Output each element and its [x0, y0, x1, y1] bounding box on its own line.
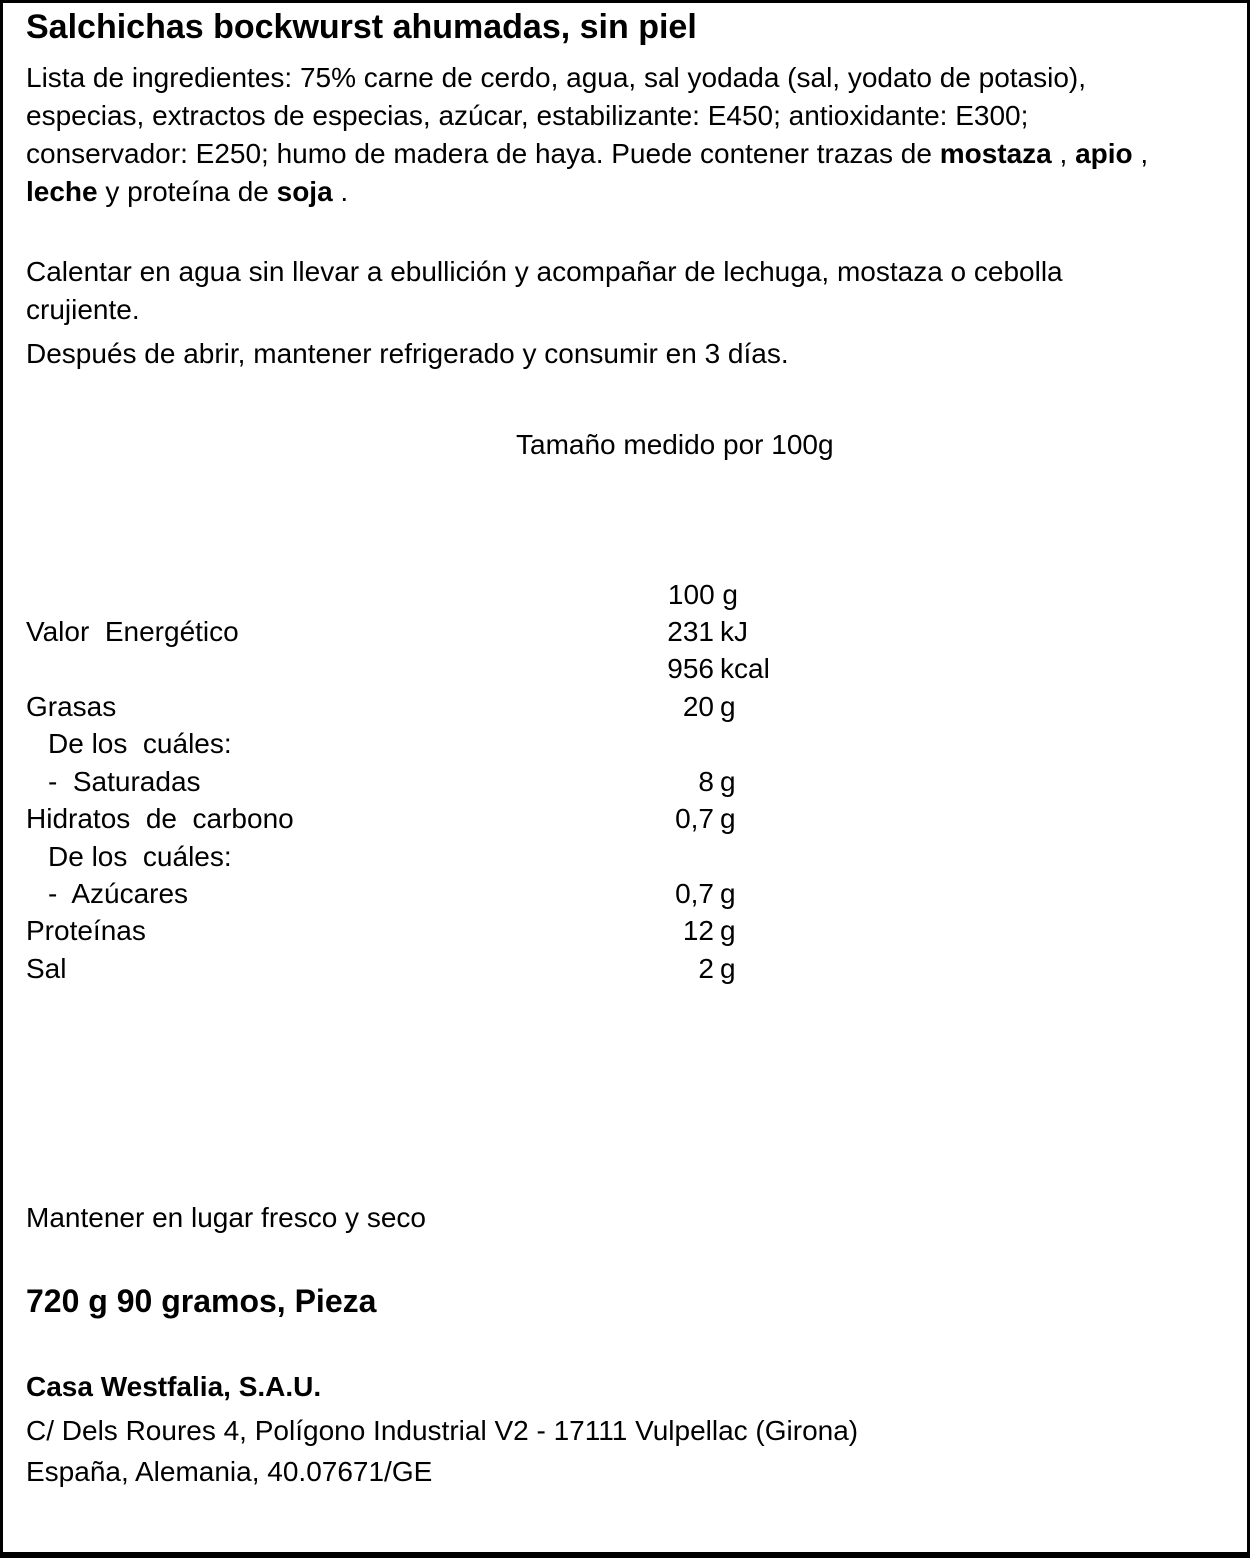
salt-value: 2 — [698, 953, 714, 984]
separator: y proteína de — [97, 176, 277, 207]
sugars-label: - Azúcares — [48, 878, 189, 909]
fat-value: 20 — [682, 691, 714, 722]
allergen-celery: apio — [1075, 138, 1133, 169]
nutrition-header-row — [3, 579, 1243, 616]
nutrition-row-carbs — [3, 803, 1243, 840]
nutrition-row-protein — [3, 915, 1243, 952]
nutrition-row-fat — [3, 691, 1243, 728]
of-which-label: De los cuáles: — [48, 841, 232, 872]
ingredients-end: . — [332, 176, 349, 207]
fat-label: Grasas — [26, 691, 117, 722]
sugars-unit: g — [720, 878, 736, 909]
energy-kcal-value: 956 — [667, 653, 714, 684]
nutrition-row-sugars — [3, 878, 1243, 915]
protein-unit: g — [720, 915, 736, 946]
serving-size: Tamaño medido por 100g — [516, 429, 834, 460]
nutrition-row-saturated — [3, 766, 1243, 803]
fat-unit: g — [720, 691, 736, 722]
separator: , — [1051, 138, 1076, 169]
nutrition-row-salt — [3, 953, 1243, 990]
energy-label: Valor Energético — [26, 616, 239, 647]
nutrition-header: 100 g — [667, 579, 738, 610]
nutrition-row-of-which — [3, 728, 1243, 765]
storage-instructions: Mantener en lugar fresco y seco — [26, 1202, 426, 1233]
company-name: Casa Westfalia, S.A.U. — [26, 1371, 322, 1402]
product-title: Salchichas bockwurst ahumadas, sin piel — [26, 8, 697, 46]
protein-label: Proteínas — [26, 915, 146, 946]
allergen-milk: leche — [26, 176, 98, 207]
allergen-soy: soja — [276, 176, 333, 207]
carbs-label: Hidratos de carbono — [26, 803, 294, 834]
net-weight: 720 g 90 gramos, Pieza — [26, 1283, 377, 1319]
of-which-label: De los cuáles: — [48, 728, 232, 759]
protein-value: 12 — [682, 915, 714, 946]
carbs-value: 0,7 — [675, 803, 714, 834]
nutrition-row-energy-kj — [3, 616, 1243, 653]
separator: , — [1132, 138, 1149, 169]
nutrition-row-of-which — [3, 841, 1243, 878]
origin-and-code: España, Alemania, 40.07671/GE — [26, 1456, 433, 1487]
after-opening-instructions: Después de abrir, mantener refrigerado y consumir en 3 días. — [26, 338, 789, 369]
preparation-instructions: Calentar en agua sin llevar a ebullición y acompañar de lechuga, mostaza o cebolla crujiente. — [26, 256, 1063, 325]
ingredients-text: Lista de ingredientes: 75% carne de cerdo, agua, sal yodada (sal, yodato de potasio), especias, extractos de especias, azúcar, estabilizante: E450; antioxidante: E300; conservador: E250; humo de madera de haya. Puede contener trazas de — [26, 62, 1087, 169]
salt-label: Sal — [26, 953, 67, 984]
energy-kcal-unit: kcal — [720, 653, 770, 684]
ingredients-list — [26, 59, 1176, 211]
allergen-mustard: mostaza — [939, 138, 1052, 169]
energy-kj-value: 231 — [667, 616, 714, 647]
sugars-value: 0,7 — [675, 878, 714, 909]
saturated-label: - Saturadas — [48, 766, 201, 797]
nutrition-row-energy-kcal — [3, 653, 1243, 690]
carbs-unit: g — [720, 803, 736, 834]
energy-kj-unit: kJ — [720, 616, 748, 647]
saturated-unit: g — [720, 766, 736, 797]
saturated-value: 8 — [698, 766, 714, 797]
salt-unit: g — [720, 953, 736, 984]
company-address: C/ Dels Roures 4, Polígono Industrial V2 - 17111 Vulpellac (Girona) — [26, 1415, 859, 1446]
